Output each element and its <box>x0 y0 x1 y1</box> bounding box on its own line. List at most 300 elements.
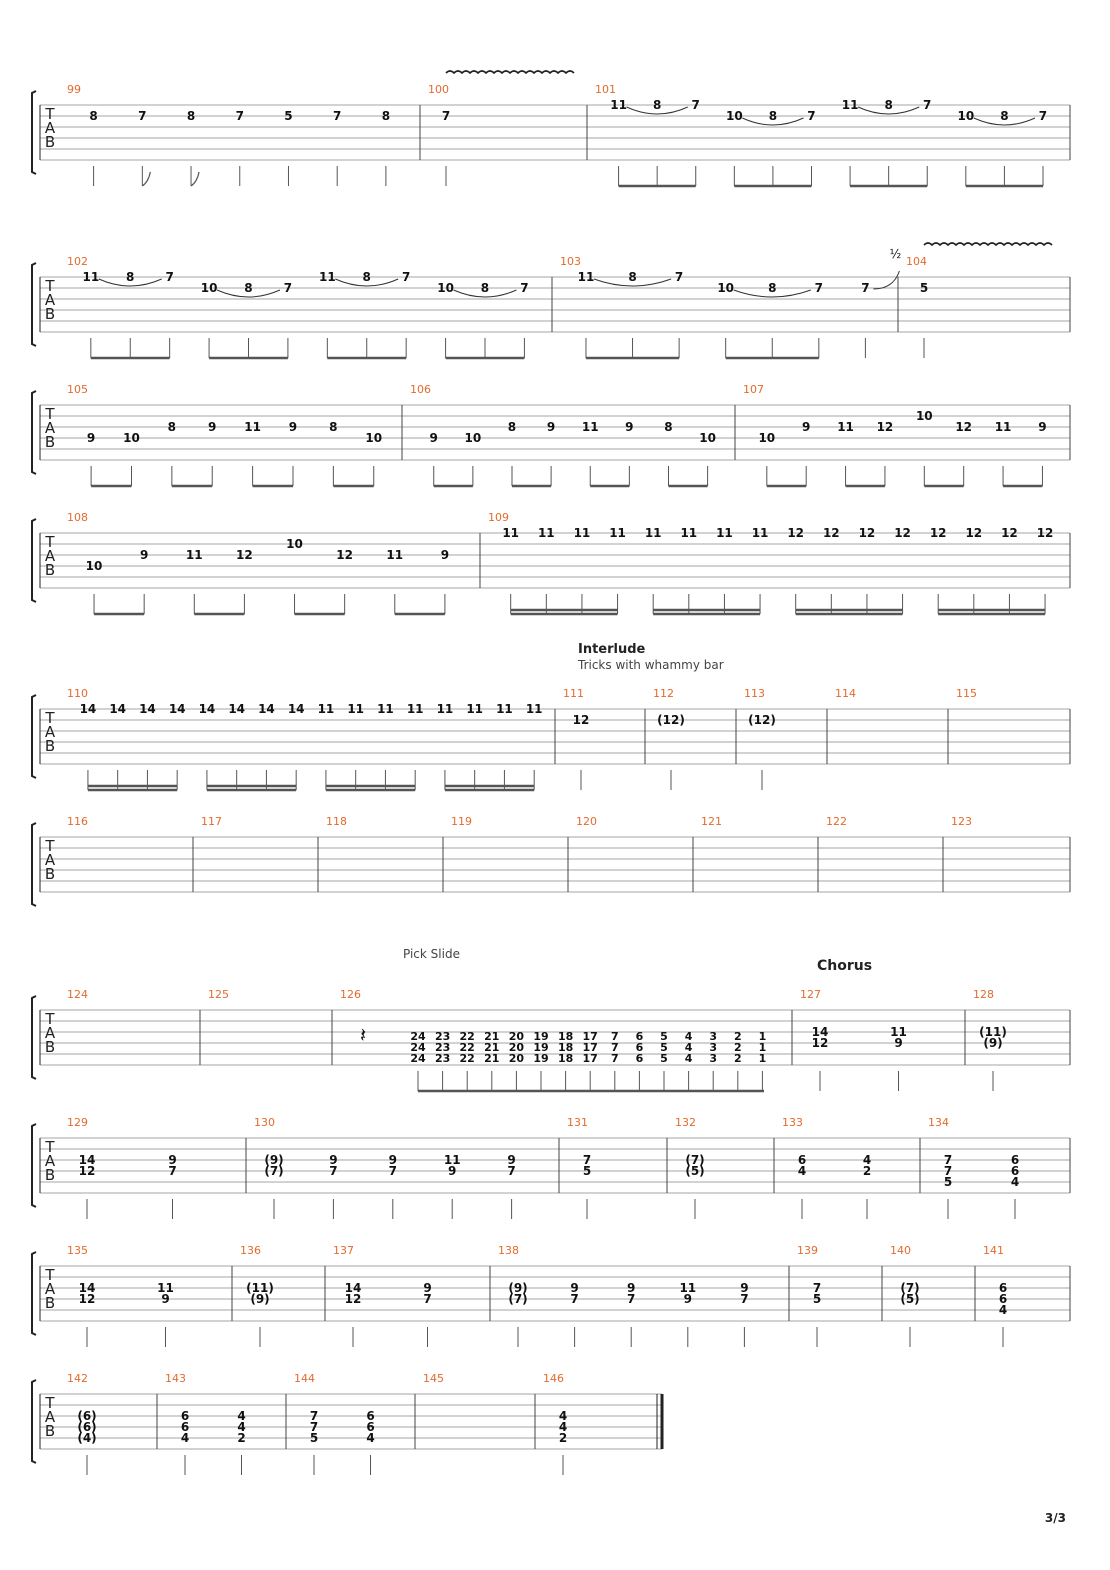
measure-115 <box>956 687 977 700</box>
chord-note: 9 <box>168 1153 177 1167</box>
measure-137 <box>333 1244 432 1347</box>
tab-note: 11 <box>680 526 698 540</box>
chord-note: 4 <box>180 1431 190 1445</box>
chord-note: 5 <box>582 1164 592 1178</box>
system-brace <box>32 1380 36 1463</box>
tab-note: 9 <box>288 420 298 434</box>
chord-note: 7 <box>610 1052 619 1065</box>
measure-113 <box>744 687 776 790</box>
measure-number: 118 <box>326 815 347 828</box>
tab-clef-a: A <box>44 1408 56 1426</box>
chord-note: 4 <box>862 1153 872 1167</box>
tab-note: 9 <box>440 548 450 562</box>
tab-note: 11 <box>502 526 520 540</box>
chord-note: 21 <box>484 1041 500 1054</box>
measure-121 <box>701 815 722 828</box>
measure-number: 140 <box>890 1244 911 1257</box>
tab-note: 7 <box>138 109 147 123</box>
measure-134 <box>928 1116 1019 1219</box>
measure-number: 123 <box>951 815 972 828</box>
tab-system-2 <box>32 243 1070 358</box>
measure-number: 115 <box>956 687 977 700</box>
measure-number: 106 <box>410 383 431 396</box>
chord-note: 17 <box>582 1052 598 1065</box>
quarter-rest: 𝄽 <box>359 1023 367 1047</box>
measure-100 <box>428 71 574 186</box>
chord-note: 6 <box>635 1052 644 1065</box>
chord-note: 18 <box>557 1041 574 1054</box>
chord-note: 5 <box>812 1292 822 1306</box>
chord-note: 7 <box>943 1153 953 1167</box>
tab-note: 8 <box>480 281 490 295</box>
chord-note: 12 <box>811 1036 829 1050</box>
measure-122 <box>826 815 847 828</box>
measure-114 <box>835 687 856 700</box>
tab-note: 12 <box>1001 526 1018 540</box>
tab-note: 11 <box>318 270 336 284</box>
tab-note: 7 <box>165 270 174 284</box>
chord-note: (7) <box>900 1281 920 1295</box>
chord-note: 6 <box>998 1292 1008 1306</box>
chord-note: 9 <box>423 1281 432 1295</box>
measure-number: 144 <box>294 1372 315 1385</box>
pick-slide-annotation: Pick Slide <box>403 947 460 961</box>
chord-note: 12 <box>344 1292 362 1306</box>
tab-note: 12 <box>929 526 947 540</box>
measure-112 <box>653 687 685 790</box>
measure-108 <box>67 511 449 614</box>
tab-note: 11 <box>436 702 454 716</box>
section-label-chorus: Chorus <box>817 958 873 974</box>
system-brace <box>32 91 36 174</box>
measure-141 <box>983 1244 1007 1347</box>
chord-note: 20 <box>508 1030 525 1043</box>
chord-note: 1 <box>758 1030 767 1043</box>
tab-note: 8 <box>89 109 98 123</box>
measure-130 <box>254 1116 516 1219</box>
tab-clef-b: B <box>44 305 56 323</box>
chord-note: 7 <box>329 1164 338 1178</box>
tab-note: 11 <box>82 270 100 284</box>
tab-note: 11 <box>185 548 203 562</box>
chord-note: 11 <box>890 1025 907 1039</box>
tab-note: 10 <box>464 431 482 445</box>
chord-note: 6 <box>180 1409 190 1423</box>
measure-number: 110 <box>67 687 88 700</box>
tab-note: 8 <box>652 98 662 112</box>
tab-note: 10 <box>200 281 218 295</box>
measure-number: 138 <box>498 1244 519 1257</box>
tab-clef-a: A <box>44 1280 56 1298</box>
chord-note: 22 <box>459 1041 475 1054</box>
chord-note: 23 <box>434 1052 451 1065</box>
bend-arrow <box>873 271 899 289</box>
chord-note: 6 <box>1010 1164 1020 1178</box>
measure-132 <box>675 1116 705 1219</box>
measure-number: 134 <box>928 1116 949 1129</box>
vibrato-mark <box>924 243 1052 245</box>
measure-number: 142 <box>67 1372 88 1385</box>
measure-124 <box>67 988 88 1001</box>
tab-note: 12 <box>336 548 354 562</box>
tab-clef-b: B <box>44 1422 56 1440</box>
chord-note: 9 <box>329 1153 338 1167</box>
measure-number: 105 <box>67 383 88 396</box>
tab-note: 8 <box>362 270 371 284</box>
measure-123 <box>951 815 972 828</box>
tab-note: 8 <box>1000 109 1009 123</box>
measure-number: 129 <box>67 1116 88 1129</box>
tab-clef-t: T <box>45 277 55 295</box>
measure-number: 108 <box>67 511 88 524</box>
measure-number: 128 <box>973 988 994 1001</box>
measure-number: 124 <box>67 988 88 1001</box>
chord-note: 20 <box>508 1052 525 1065</box>
chord-note: 19 <box>533 1030 549 1043</box>
page-number: 3/3 <box>1044 1511 1066 1525</box>
chord-note: 2 <box>733 1030 742 1043</box>
measure-number: 109 <box>488 511 509 524</box>
measure-number: 130 <box>254 1116 275 1129</box>
measure-number: 117 <box>201 815 222 828</box>
chord-note: 6 <box>1010 1153 1020 1167</box>
chord-note: 4 <box>558 1420 568 1434</box>
chord-note: 11 <box>443 1153 461 1167</box>
chord-note: 2 <box>558 1431 568 1445</box>
tab-note: 11 <box>577 270 595 284</box>
tab-note: 11 <box>581 420 599 434</box>
tab-clef-b: B <box>44 561 56 579</box>
tab-note: 9 <box>546 420 556 434</box>
chord-note: 7 <box>812 1281 822 1295</box>
measure-number: 139 <box>797 1244 818 1257</box>
tab-note: 5 <box>284 109 293 123</box>
measure-116 <box>67 815 88 828</box>
tab-system-5 <box>32 687 1070 790</box>
tab-note: 11 <box>537 526 555 540</box>
tab-note: 7 <box>814 281 824 295</box>
measure-number: 111 <box>563 687 584 700</box>
tab-note: 10 <box>286 537 303 551</box>
system-brace <box>32 519 36 602</box>
chord-note: 7 <box>570 1292 579 1306</box>
tab-clef-t: T <box>45 105 55 123</box>
eighth-flag <box>191 172 199 186</box>
tab-note: 10 <box>758 431 776 445</box>
chord-note: (7) <box>264 1164 284 1178</box>
chord-note: 18 <box>557 1030 574 1043</box>
system-brace <box>32 695 36 778</box>
chord-note: 21 <box>484 1052 500 1065</box>
tab-note: 14 <box>228 702 246 716</box>
tab-note: 10 <box>957 109 975 123</box>
measure-number: 125 <box>208 988 229 1001</box>
chord-note: 9 <box>894 1036 903 1050</box>
tab-note: 12 <box>965 526 983 540</box>
tab-note: 12 <box>572 713 590 727</box>
tab-system-7 <box>32 988 1070 1091</box>
tab-note: 11 <box>841 98 859 112</box>
measure-144 <box>294 1372 375 1475</box>
tab-note: 12 <box>894 526 911 540</box>
system-brace <box>32 823 36 906</box>
chord-note: 4 <box>684 1041 693 1054</box>
measure-143 <box>165 1372 246 1475</box>
chord-note: 19 <box>533 1052 549 1065</box>
tab-note: 14 <box>79 702 97 716</box>
tab-note: 11 <box>716 526 733 540</box>
tab-note: 10 <box>123 431 140 445</box>
tab-note: 8 <box>768 109 778 123</box>
measure-129 <box>67 1116 177 1219</box>
system-brace <box>32 263 36 346</box>
chord-note: 22 <box>459 1030 475 1043</box>
chord-note: 9 <box>627 1281 636 1295</box>
chord-note: 17 <box>582 1041 598 1054</box>
measure-99 <box>67 83 390 186</box>
chord-note: 6 <box>366 1420 375 1434</box>
chord-note: 7 <box>309 1420 319 1434</box>
tab-clef-a: A <box>44 723 56 741</box>
chord-note: 9 <box>448 1164 457 1178</box>
tab-clef-a: A <box>44 851 56 869</box>
chord-note: 2 <box>733 1052 742 1065</box>
chord-note: 4 <box>684 1030 693 1043</box>
tab-note: 7 <box>441 109 451 123</box>
measure-127 <box>800 988 907 1091</box>
measure-135 <box>67 1244 174 1347</box>
chord-note: 3 <box>709 1041 718 1054</box>
tab-note: 11 <box>244 420 261 434</box>
tab-note: 10 <box>725 109 743 123</box>
chord-note: 11 <box>157 1281 174 1295</box>
measure-131 <box>567 1116 591 1219</box>
chord-note: (6) <box>77 1409 97 1423</box>
tab-note: 14 <box>198 702 216 716</box>
tab-system-8 <box>32 1116 1070 1219</box>
tab-system-1 <box>32 71 1070 186</box>
tab-clef-t: T <box>45 1010 55 1028</box>
chord-note: 6 <box>797 1153 807 1167</box>
measure-142 <box>67 1372 97 1475</box>
measure-number: 120 <box>576 815 597 828</box>
tab-system-4 <box>32 511 1070 614</box>
tab-note: 7 <box>807 109 816 123</box>
chord-note: 1 <box>758 1041 767 1054</box>
chord-note: 21 <box>484 1030 500 1043</box>
tab-note: 12 <box>787 526 805 540</box>
tab-note: 8 <box>507 420 517 434</box>
measure-number: 143 <box>165 1372 186 1385</box>
measure-number: 112 <box>653 687 674 700</box>
chord-note: 4 <box>237 1409 246 1423</box>
tab-note: 11 <box>573 526 591 540</box>
measure-number: 121 <box>701 815 722 828</box>
tab-note: 10 <box>717 281 735 295</box>
chord-note: 7 <box>610 1041 619 1054</box>
chord-note: (6) <box>77 1420 97 1434</box>
measure-106 <box>410 383 716 486</box>
measure-number: 132 <box>675 1116 696 1129</box>
chord-note: 6 <box>635 1041 644 1054</box>
measure-126 <box>340 988 766 1091</box>
measure-number: 131 <box>567 1116 588 1129</box>
system-brace <box>32 391 36 474</box>
tab-note: 14 <box>168 702 186 716</box>
chord-note: 22 <box>459 1052 475 1065</box>
measure-103 <box>560 247 901 358</box>
chord-note: 23 <box>434 1041 451 1054</box>
chord-note: (7) <box>508 1292 528 1306</box>
measure-number: 101 <box>595 83 616 96</box>
tab-note: 7 <box>520 281 529 295</box>
chord-note: 4 <box>797 1164 807 1178</box>
chord-note: 6 <box>366 1409 375 1423</box>
tab-clef-t: T <box>45 405 55 423</box>
chord-note: 23 <box>434 1030 451 1043</box>
measure-number: 119 <box>451 815 472 828</box>
chord-note: 14 <box>78 1281 96 1295</box>
chord-note: (9) <box>264 1153 284 1167</box>
tab-note: 7 <box>691 98 700 112</box>
chord-note: 6 <box>635 1030 644 1043</box>
tab-note: 7 <box>923 98 932 112</box>
tab-clef-t: T <box>45 533 55 551</box>
chord-note: 7 <box>423 1292 432 1306</box>
chord-note: 5 <box>943 1175 953 1189</box>
chord-note: 9 <box>683 1292 692 1306</box>
chord-note: 7 <box>943 1164 953 1178</box>
chord-note: 5 <box>309 1431 319 1445</box>
chord-note: 2 <box>237 1431 246 1445</box>
tab-system-9 <box>32 1244 1070 1347</box>
tab-note: 7 <box>235 109 244 123</box>
tab-clef-b: B <box>44 1166 56 1184</box>
chord-note: 7 <box>388 1164 397 1178</box>
chord-note: 12 <box>78 1164 96 1178</box>
chord-note: 5 <box>660 1030 668 1043</box>
tab-note: 11 <box>496 702 513 716</box>
tab-note: 12 <box>955 420 973 434</box>
chord-note: 12 <box>78 1292 96 1306</box>
measure-number: 103 <box>560 255 581 268</box>
chord-note: 7 <box>168 1164 177 1178</box>
measure-number: 136 <box>240 1244 261 1257</box>
tab-note: 9 <box>802 420 811 434</box>
tab-clef-a: A <box>44 119 56 137</box>
whammy-instruction: Tricks with whammy bar <box>578 658 724 672</box>
tab-clef-t: T <box>45 1138 55 1156</box>
tab-system-3 <box>32 383 1070 486</box>
measure-number: 122 <box>826 815 847 828</box>
tab-note: 10 <box>365 431 383 445</box>
chord-note: 4 <box>237 1420 246 1434</box>
tab-note: 8 <box>381 109 391 123</box>
tab-note: 14 <box>139 702 156 716</box>
tab-note: 11 <box>644 526 662 540</box>
chord-note: 14 <box>78 1153 96 1167</box>
chord-note: 24 <box>410 1052 426 1065</box>
tab-note: 5 <box>919 281 929 295</box>
tab-note: 11 <box>317 702 335 716</box>
chord-note: 5 <box>660 1041 668 1054</box>
measure-number: 141 <box>983 1244 1004 1257</box>
chord-note: 20 <box>508 1041 525 1054</box>
tab-note: 9 <box>429 431 438 445</box>
measure-138 <box>498 1244 749 1347</box>
tab-note: (12) <box>748 713 776 727</box>
chord-note: 7 <box>627 1292 636 1306</box>
measure-number: 99 <box>67 83 81 96</box>
tab-clef-t: T <box>45 1394 55 1412</box>
chord-note: 7 <box>610 1030 619 1043</box>
tab-note: 11 <box>525 702 543 716</box>
chord-note: 7 <box>740 1292 749 1306</box>
chord-note: 9 <box>161 1292 170 1306</box>
chord-note: 6 <box>998 1281 1008 1295</box>
chord-note: 3 <box>709 1030 718 1043</box>
measure-number: 100 <box>428 83 449 96</box>
chord-note: 4 <box>1010 1175 1020 1189</box>
tab-note: 10 <box>699 431 716 445</box>
measure-number: 102 <box>67 255 88 268</box>
tab-note: 14 <box>258 702 275 716</box>
tab-note: 12 <box>858 526 876 540</box>
tab-note: 11 <box>994 420 1012 434</box>
tab-clef-t: T <box>45 1266 55 1284</box>
tab-note: 8 <box>884 98 893 112</box>
chord-note: 14 <box>344 1281 362 1295</box>
measure-120 <box>576 815 597 828</box>
measure-110 <box>67 687 543 790</box>
measure-146 <box>543 1372 567 1475</box>
measure-number: 104 <box>906 255 927 268</box>
chord-note: 9 <box>570 1281 579 1295</box>
chord-note: 6 <box>180 1420 190 1434</box>
measure-125 <box>208 988 229 1001</box>
chord-note: (11) <box>246 1281 274 1295</box>
chord-note: 9 <box>740 1281 749 1295</box>
measure-number: 146 <box>543 1372 564 1385</box>
tab-note: 11 <box>610 98 627 112</box>
measure-number: 113 <box>744 687 765 700</box>
chord-note: (9) <box>983 1036 1003 1050</box>
tab-note: 10 <box>915 409 933 423</box>
chord-note: 19 <box>533 1041 549 1054</box>
tab-note: 8 <box>768 281 777 295</box>
chord-note: 4 <box>998 1303 1008 1317</box>
tab-note: 11 <box>466 702 484 716</box>
measure-number: 133 <box>782 1116 803 1129</box>
bend-amount: ½ <box>889 247 902 261</box>
chord-note: 7 <box>309 1409 319 1423</box>
tab-note: 11 <box>609 526 626 540</box>
measure-number: 116 <box>67 815 88 828</box>
tab-note: 8 <box>186 109 196 123</box>
tab-note: 9 <box>86 431 96 445</box>
tab-clef-b: B <box>44 133 56 151</box>
tab-clef-b: B <box>44 737 56 755</box>
tab-note: 7 <box>333 109 342 123</box>
tab-note: 9 <box>139 548 149 562</box>
measure-102 <box>67 255 529 358</box>
chord-note: 5 <box>660 1052 668 1065</box>
tab-note: 7 <box>401 270 411 284</box>
measure-111 <box>563 687 589 790</box>
chord-note: 2 <box>733 1041 742 1054</box>
system-brace <box>32 1252 36 1335</box>
measure-133 <box>782 1116 871 1219</box>
